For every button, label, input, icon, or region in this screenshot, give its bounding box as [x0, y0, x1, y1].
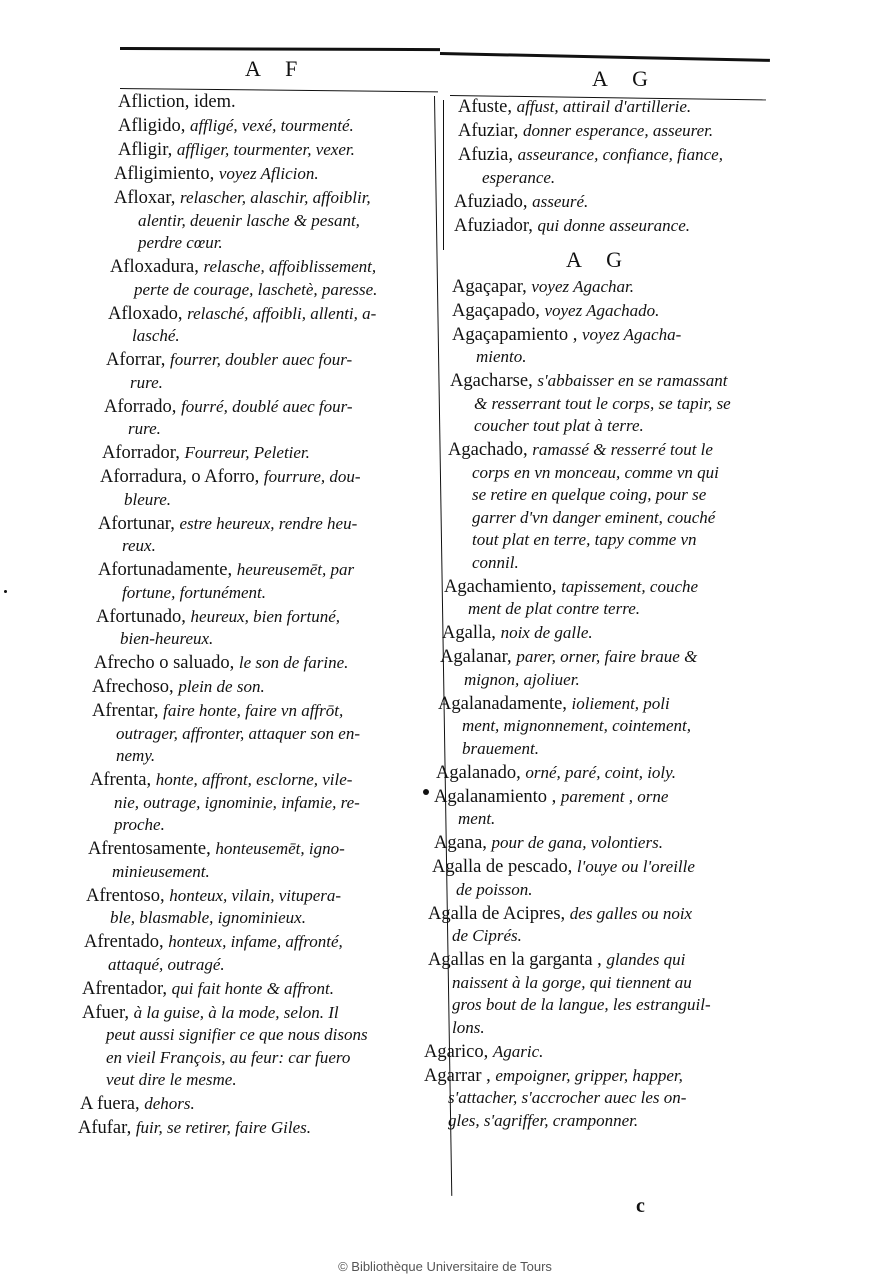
- dictionary-entry: [78, 442, 428, 465]
- headword: Afuziado,: [454, 191, 528, 212]
- entry-line: [88, 838, 428, 861]
- definition: de Ciprés.: [452, 926, 522, 945]
- dictionary-entry: [424, 832, 774, 855]
- definition: bien-heureux.: [120, 629, 214, 648]
- definition: pour de gana, volontiers.: [491, 833, 663, 852]
- definition: relasché, affoibli, allenti, a-: [187, 303, 377, 323]
- definition: nemy.: [116, 746, 156, 765]
- headword: Afligir,: [118, 140, 173, 160]
- dictionary-entry: [424, 646, 774, 691]
- entry-line: [440, 669, 774, 692]
- definition: ramassé & resserré tout le: [532, 440, 713, 459]
- entry-line: [82, 1069, 428, 1092]
- definition: honteusemēt, igno-: [215, 839, 345, 858]
- definition: relascher, alaschir, affoiblir,: [180, 188, 371, 207]
- entry-line: [92, 676, 428, 699]
- headword: Afligimiento,: [114, 164, 215, 184]
- definition: peut aussi signifier ce que nous disons: [106, 1025, 368, 1044]
- dictionary-entry: [78, 885, 428, 930]
- definition: rure.: [128, 419, 161, 438]
- headword: Afliction, idem.: [118, 92, 236, 112]
- entry-line: [434, 832, 774, 855]
- entry-line: [98, 582, 428, 605]
- entry-line: [454, 191, 774, 214]
- entry-line: [450, 393, 774, 416]
- definition: Agaric.: [492, 1041, 544, 1061]
- definition: plein de son.: [178, 677, 265, 696]
- headword: Agacharse,: [450, 371, 533, 391]
- dictionary-entry: [424, 120, 774, 143]
- entry-line: [104, 418, 428, 441]
- dictionary-entry: [424, 276, 774, 299]
- entry-line: [438, 715, 774, 738]
- entry-line: [436, 762, 774, 785]
- headword: Agalla,: [442, 623, 496, 643]
- dictionary-entry: [78, 700, 428, 768]
- entry-line: [114, 187, 428, 210]
- dictionary-entry: [78, 139, 428, 162]
- definition: qui fait honte & affront.: [171, 978, 334, 998]
- entry-line: [454, 215, 774, 238]
- dictionary-entry: [424, 762, 774, 785]
- entry-line: [82, 978, 428, 1001]
- running-head-left: A F: [245, 56, 308, 81]
- definition: fortune, fortunément.: [122, 582, 267, 602]
- definition: donner esperance, asseurer.: [523, 121, 714, 140]
- headword: Aforradura, o Aforro,: [100, 467, 260, 487]
- definition: à la guise, à la mode, selon. Il: [133, 1002, 339, 1022]
- entry-line: [424, 1110, 774, 1133]
- headword: Afloxar,: [114, 188, 176, 208]
- definition: coucher tout plat à terre.: [474, 416, 644, 435]
- dictionary-entry: [78, 1093, 428, 1116]
- entry-line: [118, 139, 428, 162]
- dictionary-entry: [78, 466, 428, 511]
- definition: relasche, affoiblissement,: [203, 257, 377, 276]
- definition: connil.: [472, 552, 519, 572]
- headword: Agalanar,: [440, 647, 512, 667]
- headword: Afrentar,: [92, 701, 159, 721]
- definition: dehors.: [144, 1094, 195, 1113]
- entry-line: [98, 513, 428, 536]
- dictionary-entry: [424, 324, 774, 369]
- dictionary-entry: [78, 978, 428, 1001]
- entry-line: [106, 349, 428, 372]
- definition: qui donne asseurance.: [537, 215, 691, 235]
- definition: asseuré.: [532, 191, 589, 211]
- headword: Afufar,: [78, 1118, 132, 1138]
- entry-line: [102, 442, 428, 465]
- entry-line: [448, 507, 774, 530]
- definition: tapissement, couche: [561, 576, 699, 596]
- dictionary-entry: [78, 838, 428, 883]
- dictionary-entry: [78, 559, 428, 604]
- headword: Agarrar ,: [424, 1065, 491, 1086]
- dictionary-entry: [78, 1117, 428, 1140]
- definition: naissent à la gorge, qui tiennent au: [452, 972, 692, 992]
- entry-line: [438, 693, 774, 716]
- entry-line: [458, 120, 774, 143]
- entry-line: [98, 559, 428, 582]
- definition: fuir, se retirer, faire Giles.: [135, 1118, 312, 1137]
- entry-line: [448, 552, 774, 575]
- definition: heureusemēt, par: [236, 560, 355, 579]
- entry-line: [84, 931, 428, 954]
- definition: noix de galle.: [500, 623, 593, 642]
- definition: glandes qui: [606, 950, 686, 969]
- definition: minieusement.: [112, 861, 210, 881]
- headword: Afuste,: [458, 97, 512, 117]
- entry-line: [114, 163, 428, 186]
- entry-line: [450, 370, 774, 393]
- headword: Agaçapar,: [452, 276, 527, 297]
- entry-line: [442, 622, 774, 645]
- definition: voyez Agachar.: [531, 276, 634, 296]
- entry-line: [452, 300, 774, 323]
- entry-line: [106, 372, 428, 395]
- entry-line: [82, 1047, 428, 1070]
- definition: empoigner, gripper, happer,: [495, 1065, 683, 1085]
- entry-line: [432, 856, 774, 879]
- headword: Afrentosamente,: [88, 839, 211, 859]
- entry-line: [86, 885, 428, 908]
- entry-line: [118, 115, 428, 138]
- headword: Aforrar,: [106, 350, 166, 370]
- entry-line: [100, 466, 428, 489]
- entry-line: [96, 606, 428, 629]
- definition: reux.: [122, 536, 156, 555]
- definition: en vieil François, au feur: car fuero: [106, 1047, 351, 1067]
- entry-line: [90, 792, 428, 815]
- headword: Afuzia,: [458, 145, 513, 165]
- right-column: [424, 96, 774, 1134]
- entry-line: [92, 723, 428, 746]
- entry-line: [110, 256, 428, 279]
- definition: l'ouye ou l'oreille: [576, 857, 695, 876]
- dictionary-entry: [424, 439, 774, 574]
- definition: honte, affront, esclorne, vile-: [155, 770, 353, 789]
- definition: ment, mignonnement, cointement,: [462, 716, 691, 735]
- entry-line: [84, 954, 428, 977]
- headword: Afrentador,: [82, 978, 168, 999]
- headword: Agalanadamente,: [438, 693, 567, 714]
- headword: Agaçapamiento ,: [452, 324, 578, 345]
- entry-line: [108, 325, 428, 348]
- headword: Afuer,: [82, 1002, 130, 1023]
- definition: miento.: [476, 347, 527, 366]
- dictionary-entry: [424, 300, 774, 323]
- entry-line: [92, 745, 428, 768]
- definition: ment de plat contre terre.: [468, 599, 641, 618]
- definition: fourrer, doubler auec four-: [169, 350, 353, 369]
- entry-line: [80, 1093, 428, 1116]
- entry-line: [444, 576, 774, 599]
- entry-line: [458, 167, 774, 190]
- headword: Agalanado,: [436, 762, 521, 783]
- definition: esperance.: [482, 167, 556, 187]
- definition: des galles ou noix: [569, 903, 693, 923]
- definition: heureux, bien fortuné,: [190, 606, 341, 626]
- definition: corps en vn monceau, comme vn qui: [472, 462, 719, 482]
- definition: veut dire le mesme.: [106, 1070, 237, 1089]
- definition: faire honte, faire vn affrōt,: [163, 701, 344, 720]
- header-rule-right: [440, 52, 770, 62]
- dictionary-entry: [424, 693, 774, 761]
- definition: nie, outrage, ignominie, infamie, re-: [114, 792, 360, 812]
- margin-mark: [4, 590, 7, 593]
- running-head-right: A G: [592, 66, 659, 91]
- dictionary-entry: [424, 622, 774, 645]
- definition: alentir, deuenir lasche & pesant,: [138, 210, 360, 230]
- definition: ble, blasmable, ignominieux.: [110, 908, 306, 927]
- entry-line: [82, 1024, 428, 1047]
- definition: orné, paré, coint, ioly.: [525, 762, 677, 782]
- definition: ment.: [458, 809, 496, 828]
- headword: Agalanamiento ,: [434, 786, 557, 807]
- definition: s'attacher, s'accrocher auec les on-: [448, 1088, 687, 1107]
- headword: Agana,: [434, 833, 487, 853]
- signature-mark: c: [636, 1195, 645, 1217]
- dictionary-entry: [424, 949, 774, 1039]
- dictionary-entry: [78, 606, 428, 651]
- headword: Afrechoso,: [92, 677, 174, 697]
- entry-line: [440, 646, 774, 669]
- definition: lons.: [452, 1017, 485, 1037]
- definition: mignon, ajoliuer.: [464, 669, 580, 689]
- definition: perdre cœur.: [138, 233, 223, 252]
- entry-line: [434, 808, 774, 831]
- entry-line: [432, 879, 774, 902]
- definition: attaqué, outragé.: [108, 954, 225, 974]
- entry-line: [448, 439, 774, 462]
- right-column-top-entries: [424, 96, 774, 237]
- headword: Afloxadura,: [110, 257, 199, 277]
- definition: voyez Aflicion.: [218, 164, 319, 183]
- dictionary-entry: [78, 676, 428, 699]
- entry-line: [108, 303, 428, 326]
- dictionary-entry: [78, 91, 428, 114]
- entry-line: [428, 1017, 774, 1040]
- entry-line: [458, 144, 774, 167]
- headword: A fuera,: [80, 1094, 140, 1114]
- headword: Agarico,: [424, 1041, 489, 1062]
- entry-line: [114, 210, 428, 233]
- definition: rure.: [130, 372, 163, 392]
- definition: voyez Agacha-: [581, 324, 682, 344]
- definition: tout plat en terre, tapy comme vn: [472, 530, 697, 549]
- headword: Afloxado,: [108, 303, 183, 324]
- entry-line: [100, 489, 428, 512]
- entry-line: [82, 1002, 428, 1025]
- entry-line: [428, 994, 774, 1017]
- headword: Afrenta,: [90, 770, 152, 790]
- definition: de poisson.: [456, 879, 533, 899]
- definition: affliger, tourmenter, vexer.: [176, 140, 355, 159]
- dictionary-entry: [78, 187, 428, 255]
- entry-line: [452, 276, 774, 299]
- definition: parement , orne: [560, 786, 669, 806]
- dictionary-entry: [424, 786, 774, 831]
- entry-line: [110, 279, 428, 302]
- dictionary-entry: [424, 191, 774, 214]
- definition: se retire en quelque coing, pour se: [472, 485, 707, 504]
- entry-line: [424, 1065, 774, 1088]
- entry-line: [444, 598, 774, 621]
- dictionary-entry: [424, 144, 774, 189]
- definition: gles, s'agriffer, cramponner.: [448, 1110, 639, 1130]
- definition: lasché.: [132, 326, 180, 345]
- definition: bleure.: [124, 489, 172, 509]
- entry-line: [104, 396, 428, 419]
- entry-line: [92, 700, 428, 723]
- definition: gros bout de la langue, les estranguil-: [452, 995, 711, 1014]
- entry-line: [86, 907, 428, 930]
- entry-line: [428, 925, 774, 948]
- entry-line: [96, 628, 428, 651]
- entry-line: [428, 903, 774, 926]
- section-heading: A G: [565, 247, 633, 272]
- headword: Aforrado,: [104, 396, 177, 417]
- definition: ioliement, poli: [571, 693, 670, 713]
- entry-line: [94, 652, 428, 675]
- definition: estre heureux, rendre heu-: [179, 513, 358, 533]
- entry-line: [428, 972, 774, 995]
- entry-line: [452, 346, 774, 369]
- headword: Afortunar,: [98, 513, 175, 534]
- entry-line: [98, 535, 428, 558]
- dictionary-entry: [78, 256, 428, 301]
- definition: le son de farine.: [238, 653, 349, 672]
- headword: Agachado,: [448, 440, 528, 460]
- entry-line: [118, 91, 428, 114]
- dictionary-entry: [78, 396, 428, 441]
- entry-line: [424, 1041, 774, 1064]
- entry-line: [78, 1117, 428, 1140]
- definition: garrer d'vn danger eminent, couché: [472, 507, 716, 527]
- headword: Agachamiento,: [444, 576, 557, 597]
- entry-line: [450, 415, 774, 438]
- definition: s'abbaisser en se ramassant: [537, 371, 728, 390]
- headword: Afrecho o saluado,: [94, 653, 235, 673]
- definition: honteux, infame, affronté,: [168, 932, 343, 951]
- entry-line: [114, 232, 428, 255]
- definition: proche.: [114, 815, 165, 834]
- headword: Agalla de pescado,: [432, 857, 573, 877]
- definition: fourré, doublé auec four-: [181, 396, 353, 416]
- headword: Afrentado,: [84, 932, 164, 952]
- dictionary-entry: [78, 303, 428, 348]
- entry-line: [88, 861, 428, 884]
- dictionary-entry: [424, 215, 774, 238]
- definition: outrager, affronter, attaquer son en-: [116, 723, 360, 743]
- dictionary-entry: [78, 163, 428, 186]
- dictionary-entry: [424, 576, 774, 621]
- dictionary-entry: [78, 349, 428, 394]
- definition: Fourreur, Peletier.: [184, 443, 310, 462]
- entry-line: [448, 529, 774, 552]
- headword: Aforrador,: [102, 443, 180, 463]
- dictionary-entry: [424, 370, 774, 438]
- dictionary-entry: [78, 1002, 428, 1092]
- dictionary-entry: [424, 856, 774, 901]
- dictionary-entry: [424, 96, 774, 119]
- entry-line: [448, 484, 774, 507]
- dictionary-entry: [424, 903, 774, 948]
- dictionary-entry: [78, 513, 428, 558]
- definition: fourrure, dou-: [263, 467, 361, 486]
- dictionary-entry: [78, 769, 428, 837]
- library-credit: © Bibliothèque Universitaire de Tours: [338, 1259, 552, 1274]
- entry-line: [424, 1087, 774, 1110]
- definition: honteux, vilain, vitupera-: [169, 885, 342, 905]
- definition: voyez Agachado.: [544, 300, 660, 320]
- entry-line: [438, 738, 774, 761]
- entry-line: [90, 814, 428, 837]
- dictionary-entry: [424, 1065, 774, 1133]
- dictionary-entry: [424, 1041, 774, 1064]
- entry-line: [448, 462, 774, 485]
- headword: Afuziador,: [454, 215, 533, 236]
- definition: affust, attirail d'artillerie.: [516, 97, 692, 116]
- definition: perte de courage, laschetè, paresse.: [134, 279, 378, 299]
- dictionary-entry: [78, 652, 428, 675]
- entry-line: [428, 949, 774, 972]
- definition: parer, orner, faire braue &: [516, 647, 698, 666]
- headword: Afortunadamente,: [98, 560, 233, 580]
- headword: Afortunado,: [96, 606, 186, 627]
- definition: & resserrant tout le corps, se tapir, se: [474, 393, 731, 413]
- entry-line: [434, 786, 774, 809]
- definition: asseurance, confiance, fiance,: [517, 145, 723, 164]
- definition: affligé, vexé, tourmenté.: [189, 116, 354, 135]
- headword: Agaçapado,: [452, 300, 540, 321]
- definition: brauement.: [462, 738, 539, 758]
- left-column: [78, 91, 428, 1141]
- headword: Afuziar,: [458, 121, 519, 141]
- headword: Agalla de Acipres,: [428, 903, 566, 924]
- dictionary-entry: [78, 931, 428, 976]
- entry-line: [458, 96, 774, 119]
- header-rule-left: [120, 47, 440, 51]
- right-column-bottom-entries: [424, 276, 774, 1133]
- dictionary-entry: [78, 115, 428, 138]
- headword: Agallas en la garganta ,: [428, 950, 602, 970]
- headword: Afligido,: [118, 116, 186, 136]
- entry-line: [90, 769, 428, 792]
- headword: Afrentoso,: [86, 885, 165, 906]
- entry-line: [452, 324, 774, 347]
